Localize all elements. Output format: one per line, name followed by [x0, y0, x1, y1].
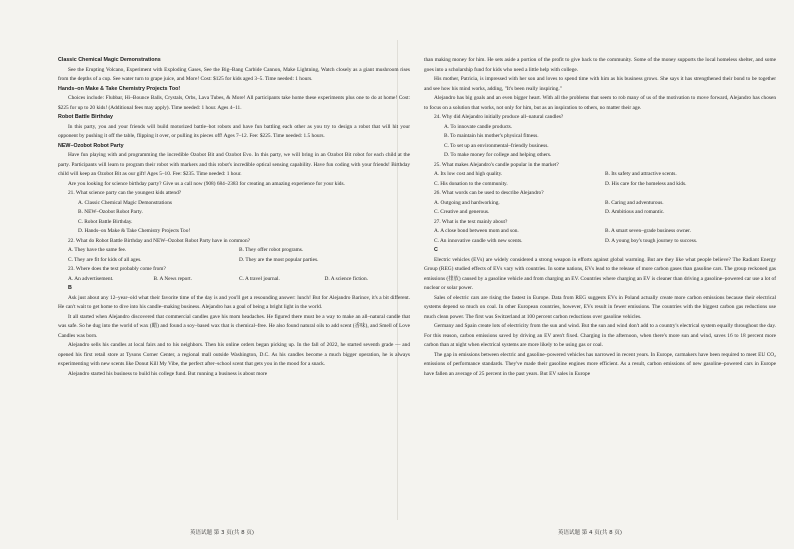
option: D. Ambitious and romantic. — [605, 209, 665, 215]
option: B. Its safety and attractive scents. — [605, 171, 677, 177]
option: C. Robot Battle Birthday. — [78, 218, 133, 225]
option: D. They are the most popular parties. — [239, 256, 319, 263]
paragraph: Sales of electric cars are rising the fastest in Europe. Data from REG suggests EVs in Poland actually create more carbon emissions because their electrical systems depend so much on coal. In other European countries, however, EVs result in fewer emissions. The countries with the biggest carbon gas reductions use much clean power. The first was Switzerland at 100 percent carbon reductions over gasoline vehicles. — [424, 294, 776, 320]
options-row — [58, 275, 410, 285]
question-23: 23. Where does the text probably come from? — [68, 266, 166, 272]
option: A. To innovate candle products. — [444, 123, 513, 130]
paragraph: Choices include: Flubbar, Hi–Bounce Balls, Crystals, Orbs, Lava Tubes, & More! All participants take home these experiments plus one to do at home! Cost: $225 for up to 20 kids! (Additional fees may apply). Time needed: 1 hour. Ages 4–11. — [58, 95, 410, 111]
paragraph: See the Erupting Volcano, Experiment with Exploding Gases, See the Big–Bang Carbide Cannon, Make Lightning, Watch closely as a giant mushroom rises from the depths of a cup. See water turn to grape juice, and More! Cost: $125 for kids aged 3–5. Time needed: 1 hours. — [58, 66, 410, 82]
option: A. A close bond between mom and son. — [434, 228, 519, 234]
options-row — [58, 246, 410, 256]
paragraph: Alejandro has big goals and an even bigger heart. With all the problems that seem to rob many of us of the motivation to move forward, Alejandro has chosen to focus on a solution that works, not only for him, but as an inspiration to others, no matter their age. — [424, 95, 776, 111]
section-b-label: B — [68, 285, 72, 291]
question-21: 21. What science party can the youngest kids attend? — [68, 190, 182, 196]
question-27: 27. What is the text mainly about? — [434, 218, 508, 225]
option: C. An innovative candle with new scents. — [434, 237, 523, 244]
paragraph: Have fun playing with and programming the incredible Ozobot Bit and Ozobot Evo. In this party, we will bring in an Ozobot Bit robot for each child at the party. Participants will learn to program their robot with markers and this robot's incredible optical sensing capability. Have fun coding with your friends! Birthday child will keep an Ozobot Bit as our gift! Ages 5–10. Fee: $235. Time needed: 1 hour. — [58, 152, 410, 177]
paragraph: Are you looking for science birthday party? Give us a call now (908) 684–2383 for creating an amazing experience for your kids. — [68, 180, 345, 187]
option: B. To maintain his mother's physical fitness. — [444, 133, 539, 139]
option: D. His care for the homeless and kids. — [605, 180, 687, 187]
paragraph: His mother, Patricia, is impressed with her son and loves to spend time with him as his business grows. She says it has strengthened their bond to be together and see how his mind works, adding, "It's been really inspiring." — [424, 76, 776, 92]
section-c-label: C — [434, 247, 438, 253]
option: D. To make money for college and helping others. — [444, 152, 552, 158]
options-row — [424, 170, 776, 180]
option: B. A News report. — [153, 275, 192, 282]
option: C. To set up an environmental–friendly business. — [444, 142, 549, 149]
options-row — [58, 256, 410, 266]
paragraph: Alejandro started his business to build his college fund. But running a business is about more — [68, 370, 268, 377]
options-row — [424, 199, 776, 209]
options-row — [424, 180, 776, 190]
option: B. NEW–Ozobot Robot Party. — [78, 209, 143, 215]
option: A. They have the same fee. — [68, 247, 127, 253]
question-24: 24. Why did Alejandro initially produce all–natural candles? — [434, 114, 564, 120]
right-column — [424, 56, 776, 379]
heading-ozobot: NEW–Ozobot Robot Party — [58, 142, 124, 149]
option: D. A young boy's tough journey to success. — [605, 237, 698, 244]
left-column — [58, 56, 410, 379]
option: A. Its low cost and high quality. — [434, 171, 503, 177]
paragraph: Ask just about any 12–year–old what their favorite time of the day is and you'll get a resounding answer: lunch! But for Alejandro Barinov, it's a bit different. He can't wait to get home to dive into his candle–making business. Alejandro has a goal of being a bright light in the world. — [58, 294, 410, 310]
option: C. Creative and generous. — [434, 209, 490, 215]
option: D. A science fiction. — [324, 275, 368, 282]
paragraph: Alejandro sells his candles at local fairs and to his neighbors. Then his online orders began picking up. In the fall of 2022, he started seventh grade — and opened his first retail store at Tysons Corner Center, a regional mall outside Washington, D.C. As his candles become a much bigger operation, he is always experimenting with new scents like Donut Kill My Vibe, the perfect after–school scent that gets you in the mood for a snack. — [58, 342, 410, 367]
option: C. His donation to the community. — [434, 180, 508, 187]
heading-magic: Classic Chemical Magic Demonstrations — [58, 57, 161, 63]
option: A. An advertisement. — [68, 275, 114, 282]
page-footer-left: 英语试题 第 3 页(共 8 页) — [190, 530, 255, 536]
paragraph: than making money for him. He sets aside a portion of the profit to give back to the community. Some of the money supports the local homeless shelter, and some goes into a scholarship fund for kids who need a little help with college. — [424, 57, 776, 73]
paragraph: It all started when Alejandro discovered that commercial candles gave his mom headaches. He figured there must be a way to make an all–natural candle that was safe. So he dug into the world of wax (蜡) and found a soy–based wax that is chemical–free. He also found natural oils to add scent (香味), and Smell of Love Candles was born. — [58, 313, 410, 339]
question-25: 25. What makes Alejandro's candle popular in the market? — [434, 161, 559, 168]
paragraph: Electric vehicles (EVs) are widely considered a strong weapon in efforts against global warming. But are they like what people believe? The Radiant Energy Group (REG) studied effects of EVs vary with countries. In some nations, EVs lead to the release of more carbon gases than gasoline cars. The group reckoned gas emissions (排放) caused by a gasoline vehicle and from charging an EV. Countries where charging an EV is cleaner than driving a gasoline–powered car use a lot of nuclear or solar power. — [424, 256, 776, 291]
option: A. Classic Chemical Magic Demonstrations — [78, 199, 172, 206]
paragraph: The gap in emissions between electric and gasoline–powered vehicles has narrowed in recent years. In Europe, carmakers have been required to meet EU CO₂ emissions of performance standards. They've made their gasoline engines more efficient. As a result, carbon emissions of new gasoline–powered cars in Europe have fallen an average of 25 percent in the past years. But EV sales in Europe — [424, 351, 776, 377]
option: C. A travel journal. — [239, 275, 280, 282]
option: B. Caring and adventurous. — [605, 199, 664, 206]
option: B. They offer robot programs. — [239, 247, 304, 253]
options-row — [424, 227, 776, 237]
paragraph: Germany and Spain create lots of electricity from the sun and wind. But the sun and wind don't add to a country's electrical system equally throughout the day. For this reason, carbon emissions saved by driving an EV aren't fixed. Charging in the afternoon, when there's more sun and wind, saves 16 to 18 percent more carbon than at night when electrical systems are more likely to be using gas or coal. — [424, 323, 776, 348]
option: B. A smart seven–grade business owner. — [605, 228, 691, 234]
options-row — [424, 237, 776, 247]
options-row — [424, 208, 776, 218]
option: C. They are fit for kids of all ages. — [68, 256, 142, 263]
question-26: 26. What words can be used to describe Alejandro? — [434, 190, 544, 196]
heading-robot-battle: Robot Battle Birthday — [58, 114, 113, 120]
page-footer-right: 英语试题 第 4 页(共 8 页) — [558, 530, 623, 536]
question-22: 22. What do Robot Battle Birthday and NEW–Ozobot Robot Party have in common? — [68, 237, 251, 244]
heading-projects: Hands–on Make & Take Chemistry Projects Too! — [58, 85, 181, 92]
paragraph: In this party, you and your friends will build motorized battle–bot robots and have fun battling each other as you try to design a robot that will hit your opponent by pushing it off the table, flipping it over, or pulling its pieces off! Ages 7–12. Fee: $225. Time needed: 1.5 hours. — [58, 123, 410, 139]
option: D. Hands–on Make & Take Chemistry Projects Too! — [78, 228, 191, 234]
option: A. Outgoing and hardworking. — [434, 199, 500, 206]
